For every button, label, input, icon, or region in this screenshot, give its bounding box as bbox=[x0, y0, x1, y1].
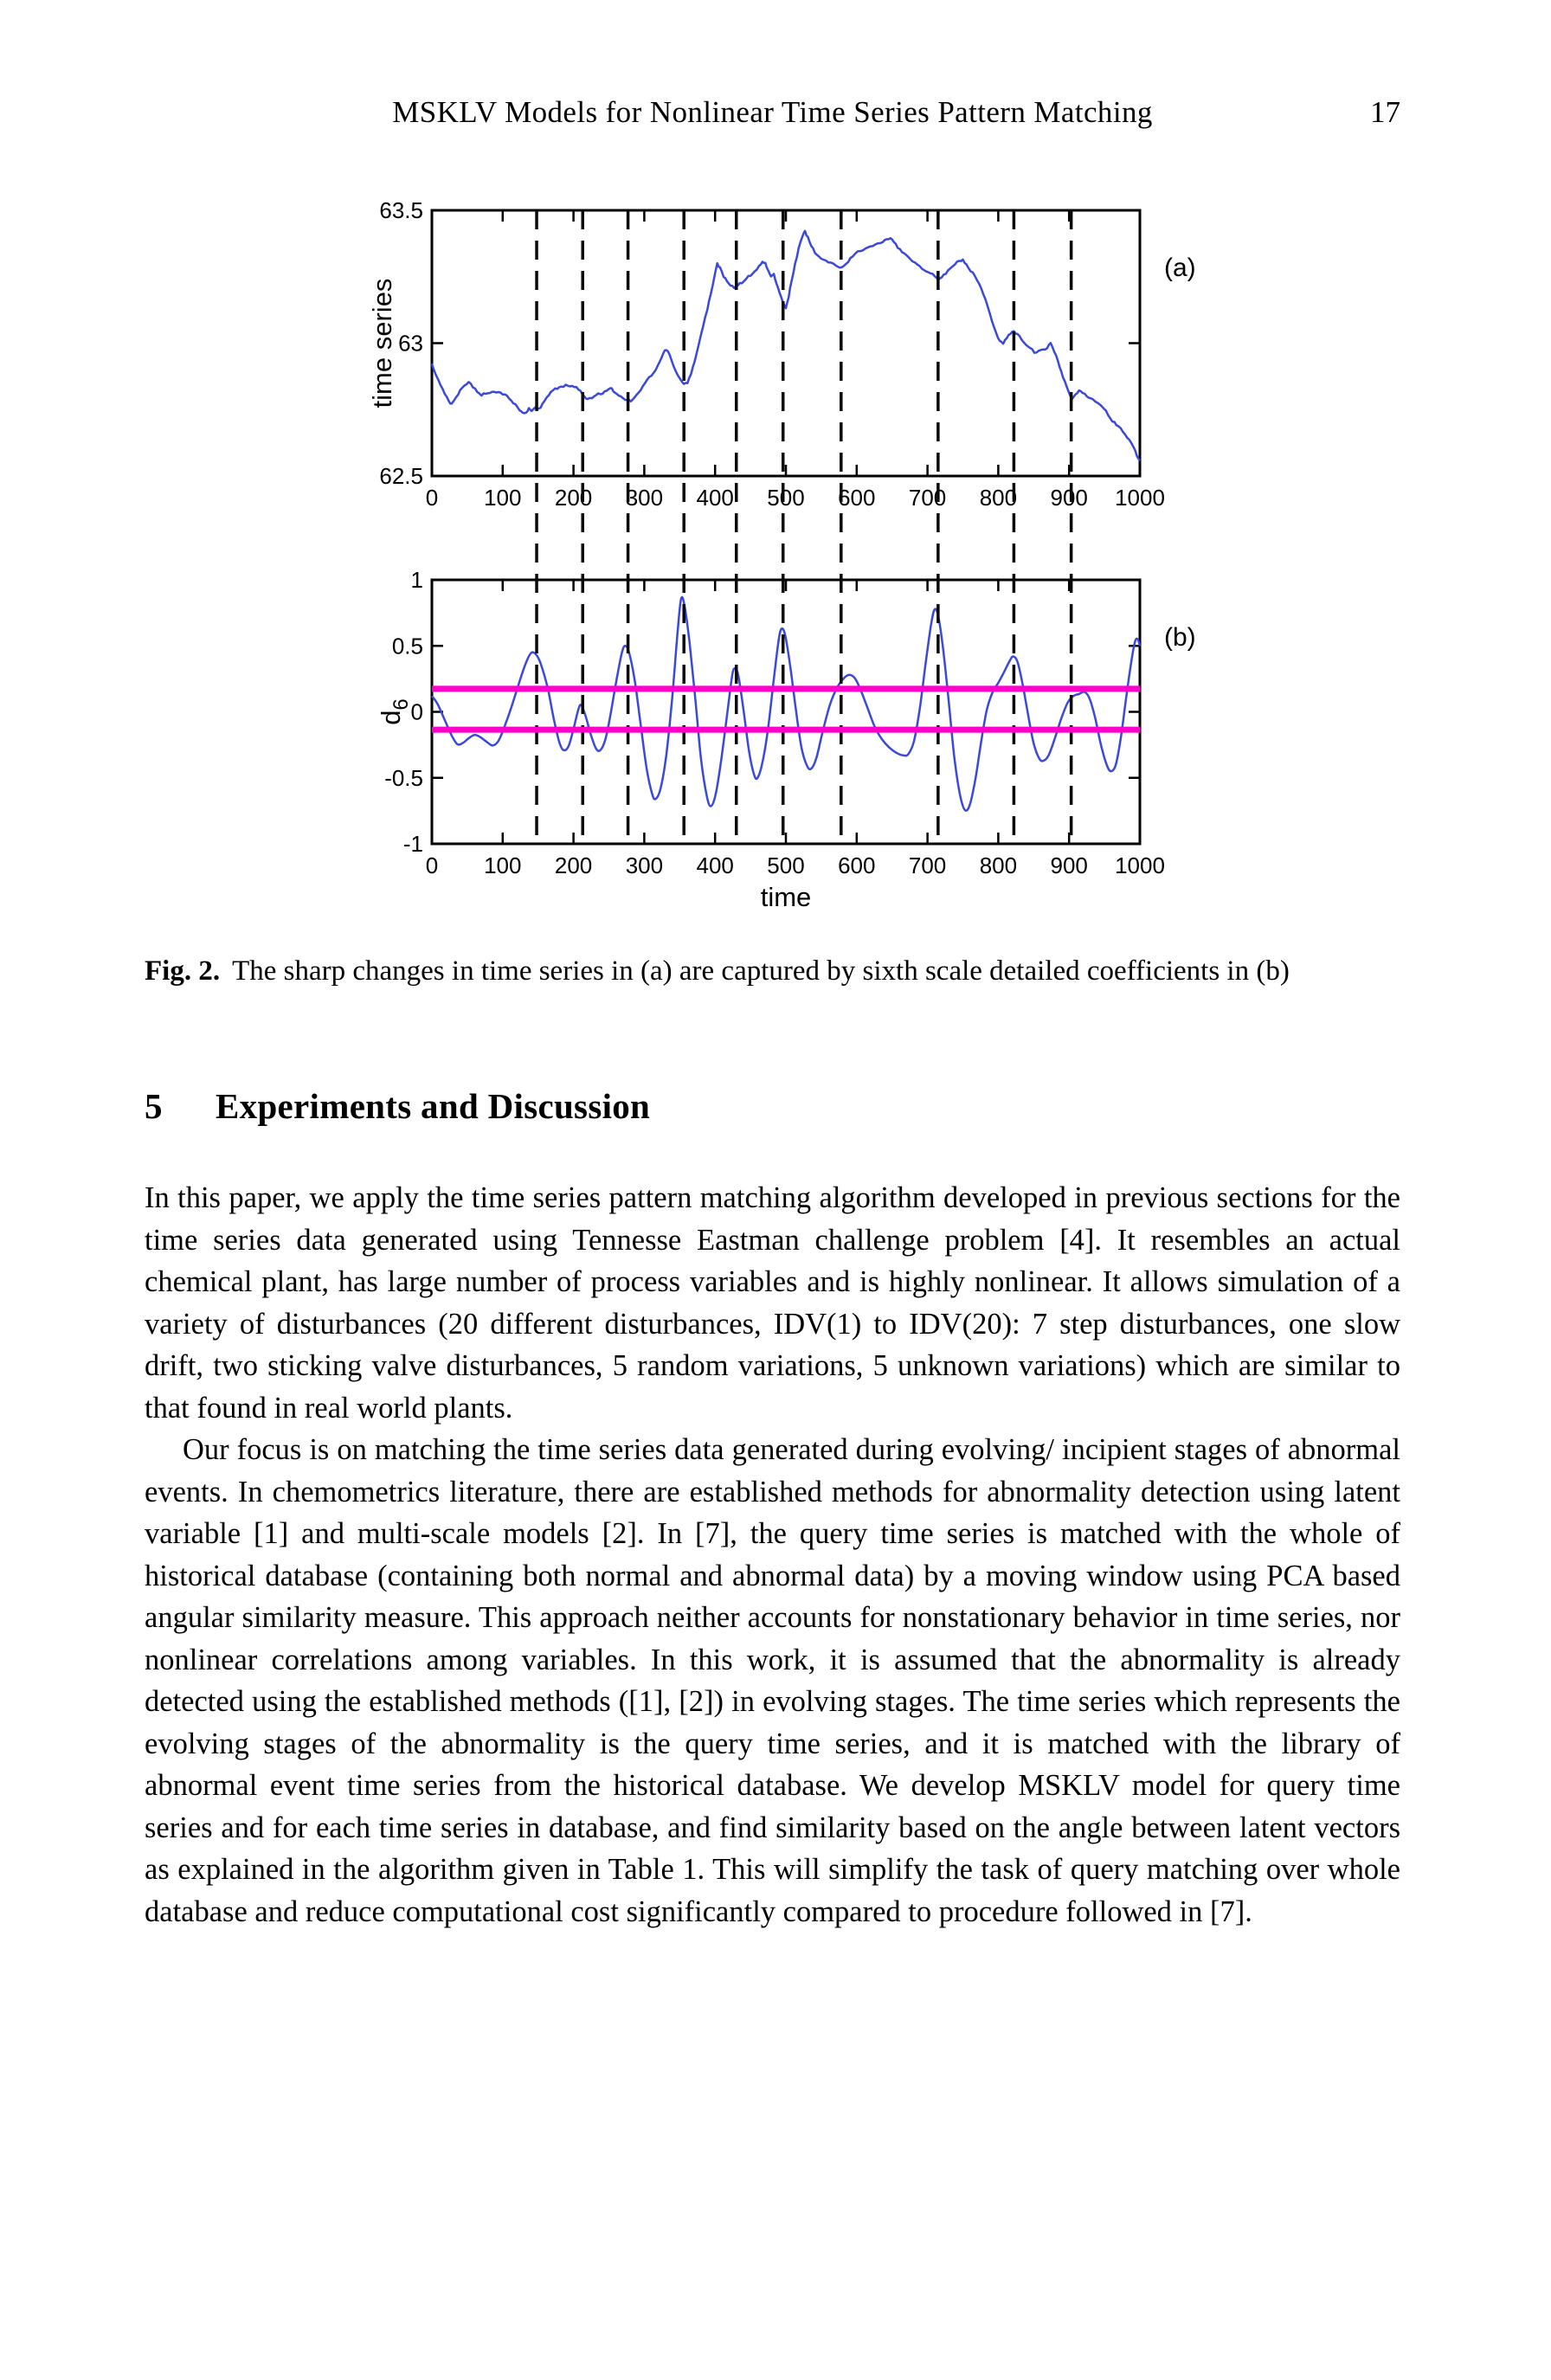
running-title: MSKLV Models for Nonlinear Time Series Pattern Matching bbox=[392, 95, 1153, 129]
figure-caption-text: The sharp changes in time series in (a) are captured by sixth scale detailed coefficients in (b) bbox=[232, 955, 1290, 987]
x-tick-label: 900 bbox=[1050, 485, 1088, 511]
x-tick-label: 1000 bbox=[1115, 852, 1165, 878]
y-tick-label: 63 bbox=[398, 330, 423, 357]
section-number: 5 bbox=[145, 1086, 163, 1126]
section-heading bbox=[145, 1085, 1400, 1127]
body-text bbox=[145, 1177, 1400, 1933]
x-tick-label: 200 bbox=[554, 485, 593, 511]
x-tick-label: 700 bbox=[908, 852, 947, 878]
x-tick-label: 300 bbox=[625, 852, 664, 878]
x-tick-label: 100 bbox=[484, 852, 522, 878]
section-title: Experiments and Discussion bbox=[216, 1086, 651, 1126]
y-axis-label: time series bbox=[367, 278, 397, 408]
x-axis-label: time bbox=[760, 882, 812, 912]
y-tick-label: -1 bbox=[402, 831, 423, 857]
x-tick-label: 500 bbox=[767, 852, 805, 878]
x-tick-label: 900 bbox=[1050, 852, 1088, 878]
x-tick-label: 500 bbox=[767, 485, 805, 511]
x-tick-label: 600 bbox=[838, 485, 876, 511]
paragraph: Our focus is on matching the time series data generated during evolving/ incipient stages of abnormal events. In chemometrics literature, there are established methods for abnormality detection using latent variable [1] and multi-scale models [2]. In [7], the query time series is matched with the whole of historical database (containing both normal and abnormal data) by a moving window using PCA based angular similarity measure. This approach neither accounts for nonstationary behavior in time series, nor nonlinear correlations among variables. In this work, it is assumed that the abnormality is already detected using the established methods ([1], [2]) in evolving stages. The time series which represents the evolving stages of the abnormality is the query time series, and it is matched with the library of abnormal event time series from the historical database. We develop MSKLV model for query time series and for each time series in database, and find similarity based on the angle between latent vectors as explained in the algorithm given in Table 1. This will simplify the task of query matching over whole database and reduce computational cost significantly compared to procedure followed in [7]. bbox=[145, 1433, 1400, 1928]
x-tick-label: 400 bbox=[696, 485, 734, 511]
x-tick-label: 400 bbox=[696, 852, 734, 878]
x-tick-label: 300 bbox=[625, 485, 664, 511]
x-tick-label: 200 bbox=[554, 852, 593, 878]
y-tick-label: -0.5 bbox=[384, 764, 423, 791]
x-tick-label: 1000 bbox=[1115, 485, 1165, 511]
y-tick-label: 0 bbox=[410, 698, 423, 725]
x-tick-label: 100 bbox=[484, 485, 522, 511]
panel-label: (a) bbox=[1164, 254, 1196, 282]
y-tick-label: 1 bbox=[410, 567, 423, 593]
x-tick-label: 0 bbox=[425, 485, 439, 511]
panel-label: (b) bbox=[1164, 623, 1196, 652]
x-tick-label: 600 bbox=[838, 852, 876, 878]
x-tick-label: 800 bbox=[979, 852, 1018, 878]
time-series-figure bbox=[0, 0, 1551, 943]
paragraph: In this paper, we apply the time series pattern matching algorithm developed in previous sections for the time series data generated using Tennesse Eastman challenge problem [4]. It resembles an actual chemical plant, has large number of process variables and is highly nonlinear. It allows simulation of a variety of disturbances (20 different disturbances, IDV(1) to IDV(20): 7 step disturbances, one slow drift, two sticking valve disturbances, 5 random variations, 5 unknown variations) which are similar to that found in real world plants. bbox=[145, 1181, 1400, 1425]
y-tick-label: 0.5 bbox=[391, 633, 423, 659]
figure-2-charts bbox=[0, 0, 1551, 943]
figure-caption bbox=[145, 949, 1400, 994]
y-tick-label: 62.5 bbox=[379, 463, 423, 489]
y-axis-label: $d_6$ bbox=[376, 698, 413, 725]
page-number: 17 bbox=[1370, 95, 1400, 129]
x-tick-label: 800 bbox=[979, 485, 1018, 511]
x-tick-label: 0 bbox=[425, 852, 439, 878]
x-tick-label: 700 bbox=[908, 485, 947, 511]
figure-caption-label: Fig. 2. bbox=[145, 955, 221, 987]
y-tick-label: 63.5 bbox=[379, 197, 423, 223]
